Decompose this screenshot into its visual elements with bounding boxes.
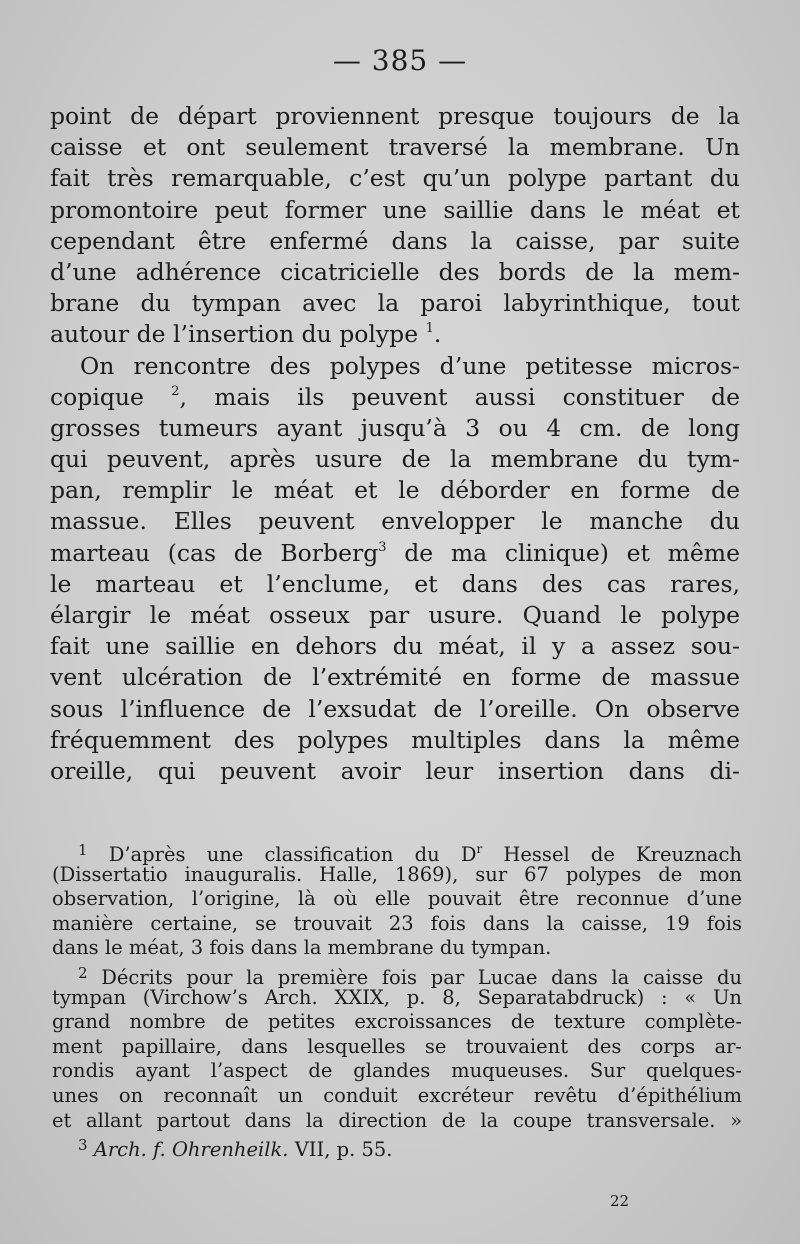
footnote-3-line	[52, 1133, 742, 1162]
body-text	[50, 101, 740, 787]
body-line-text: autour de l’insertion du polype	[50, 320, 419, 349]
body-line: point de départ proviennent presque toujours de la	[50, 102, 740, 130]
footnote-marker-2: 2	[171, 383, 180, 399]
body-line: On rencontre des polypes d’une petitesse micros-	[80, 351, 740, 380]
footnote-number-3: 3	[78, 1136, 88, 1155]
footnotes	[52, 838, 742, 1162]
footnote-2-line: unes on reconnaît un conduit excréteur revêtu d’épithélium	[52, 1083, 742, 1107]
footnote-1-line: observation, l’origine, là où elle pouvait être reconnue d’une	[52, 887, 742, 911]
footnote-2-line: tympan (Virchow’s Arch. XXIX, p. 8, Separatabdruck) : « Un	[52, 985, 742, 1009]
footnote-2-line: grand nombre de petites excroissances de texture complète-	[52, 1010, 742, 1034]
footnote-1-line: dans le méat, 3 fois dans la membrane du tympan.	[52, 936, 552, 960]
footnote-number-1: 1	[78, 841, 88, 859]
footnote-text: Décrits pour la première fois par Lucae dans la caisse du	[101, 965, 742, 989]
footnote-1-line	[52, 838, 742, 866]
footnote-2-line: rondis ayant l’aspect de glandes muqueuses. Sur quelques-	[52, 1059, 742, 1083]
footnote-1-line: manière certaine, se trouvait 23 fois dans la caisse, 19 fois	[52, 911, 742, 935]
signature-mark: 22	[610, 1192, 630, 1210]
body-line: brane du tympan avec la paroi labyrinthique, tout	[50, 289, 740, 318]
body-line: oreille, qui peuvent avoir leur insertion dans di-	[50, 756, 740, 785]
footnote-marker-3: 3	[378, 539, 387, 555]
footnote-1-line: (Dissertatio inauguralis. Halle, 1869), sur 67 polypes de mon	[52, 862, 742, 886]
footnote-marker-1: 1	[425, 321, 434, 337]
body-line: promontoire peut former une saillie dans le méat et	[50, 195, 740, 224]
period: .	[433, 320, 442, 349]
page-number: — 385 —	[332, 44, 468, 77]
footnote-text: D’après une classification du D	[108, 843, 477, 866]
footnote-text: VII, p. 55.	[288, 1138, 393, 1162]
body-line-text: , mais ils peuvent aussi constituer de	[179, 382, 740, 411]
footnote-text: Hessel de Kreuznach	[482, 843, 742, 866]
body-line: caisse et ont seulement traversé la membrane. Un	[50, 133, 740, 162]
footnote-citation: Arch. f. Ohrenheilk.	[93, 1138, 289, 1162]
footnote-2-line	[52, 961, 742, 989]
body-line-text: marteau (cas de Borberg	[50, 538, 379, 567]
body-line-text: de ma clinique) et même	[386, 538, 740, 567]
body-line: fréquemment des polypes multiples dans la même	[50, 725, 740, 754]
body-line: vent ulcération de l’extrémité en forme de massue	[50, 663, 740, 692]
body-line: fait une saillie en dehors du méat, il y a assez sou-	[50, 632, 740, 661]
body-line: massue. Elles peuvent envelopper le manche du	[50, 507, 740, 536]
body-line: d’une adhérence cicatricielle des bords de la mem-	[50, 257, 740, 286]
body-line: cependant être enfermé dans la caisse, par suite	[50, 226, 740, 255]
footnote-2-line: et allant partout dans la direction de la coupe transversale. »	[52, 1108, 742, 1132]
body-line: grosses tumeurs ayant jusqu’à 3 ou 4 cm. de long	[50, 413, 740, 442]
body-line: fait très remarquable, c’est qu’un polype partant du	[50, 164, 740, 193]
footnote-number-2: 2	[78, 963, 88, 982]
body-line: élargir le méat osseux par usure. Quand le polype	[50, 601, 740, 629]
body-line: le marteau et l’enclume, et dans des cas rares,	[50, 569, 740, 598]
footnote-2-line: ment papillaire, dans lesquelles se trouvaient des corps ar-	[52, 1034, 742, 1058]
body-line	[50, 538, 740, 569]
body-line	[50, 382, 740, 413]
body-line: qui peuvent, après usure de la membrane du tym-	[50, 445, 740, 474]
body-line: sous l’influence de l’exsudat de l’oreille. On observe	[50, 694, 740, 723]
body-line: pan, remplir le méat et le déborder en forme de	[50, 476, 740, 505]
dr-superscript: r	[476, 842, 483, 856]
body-line-text: copique	[50, 382, 144, 411]
body-line	[50, 319, 740, 350]
